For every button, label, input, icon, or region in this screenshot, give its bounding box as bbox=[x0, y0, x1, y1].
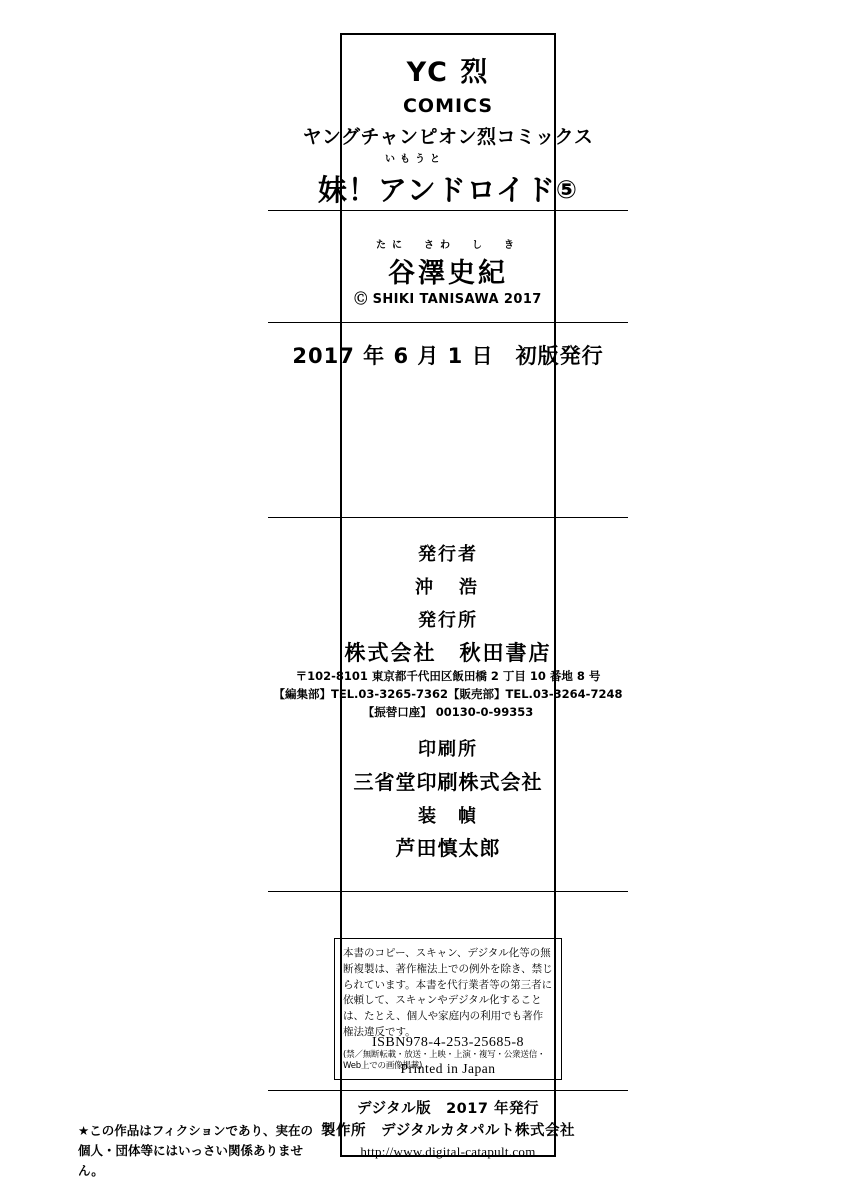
divider-digital bbox=[268, 1090, 628, 1091]
book-title bbox=[238, 168, 658, 209]
book-title-text: 妹！アンドロイド bbox=[317, 173, 556, 207]
divider-top bbox=[268, 210, 628, 211]
volume-number: ⑤ bbox=[555, 175, 579, 204]
design-role-label: 装 幀 bbox=[418, 806, 478, 827]
imprint-logo: YC 烈 bbox=[406, 57, 490, 88]
publisher-phones: 【編集部】TEL.03-3265-7362【販売部】TEL.03-3264-7248 bbox=[273, 687, 623, 701]
office-role-label: 発行所 bbox=[418, 610, 478, 631]
publisher-address: 〒102-8101 東京都千代田区飯田橋 2 丁目 10 番地 8 号 bbox=[295, 669, 601, 683]
title-furigana: いもうと bbox=[385, 154, 445, 165]
colophon-frame bbox=[273, 33, 623, 1159]
divider-publisher bbox=[268, 517, 628, 518]
fiction-disclaimer: ★この作品はフィクションであり、実在の 個人・団体等にはいっさい関係ありません。 bbox=[78, 1123, 313, 1178]
publisher-account: 【振替口座】 00130-0-99353 bbox=[362, 705, 534, 719]
divider-author bbox=[268, 322, 628, 323]
issuer-name: 沖 浩 bbox=[415, 577, 481, 598]
issuer-role-label: 発行者 bbox=[418, 544, 478, 565]
author-name: 谷澤史紀 bbox=[388, 258, 508, 289]
digital-producer: 製作所 デジタルカタパルト株式会社 bbox=[321, 1123, 575, 1139]
publication-date: 2017 年 6 月 1 日 初版発行 bbox=[292, 344, 604, 368]
copyright-line: Ⓒ SHIKI TANISAWA 2017 bbox=[354, 292, 542, 307]
reproduction-notice-sub: (禁／無断転載・放送・上映・上演・複写・公衆送信・Web上での画像掲載) bbox=[343, 1049, 546, 1072]
reproduction-notice-box bbox=[334, 938, 562, 1080]
isbn-code: ISBN978-4-253-25685-8 bbox=[371, 1035, 525, 1050]
reproduction-notice-text: 本書のコピー、スキャン、デジタル化等の無断複製は、著作権法上での例外を除き、禁じられています。本書を代行業者等の第三者に依頼して、スキャンやデジタル化することは、たとえ、個人や家庭内の利用でも著作権法違反です。 bbox=[343, 947, 553, 1038]
series-label: ヤングチャンピオン烈コミックス bbox=[302, 126, 594, 148]
designer-name: 芦田慎太郎 bbox=[395, 836, 501, 860]
printed-in-japan: Printed in Japan bbox=[400, 1061, 496, 1076]
publisher-name: 株式会社 秋田書店 bbox=[344, 641, 552, 665]
divider-notice bbox=[268, 891, 628, 892]
printer-name: 三省堂印刷株式会社 bbox=[353, 770, 543, 794]
printer-role-label: 印刷所 bbox=[418, 739, 478, 760]
imprint-subtitle: COMICS bbox=[402, 95, 494, 117]
digital-url[interactable]: http://www.digital-catapult.com bbox=[360, 1144, 536, 1159]
author-furigana: たに さわ し き bbox=[376, 240, 520, 251]
digital-edition-line1: デジタル版 2017 年発行 bbox=[356, 1101, 540, 1117]
